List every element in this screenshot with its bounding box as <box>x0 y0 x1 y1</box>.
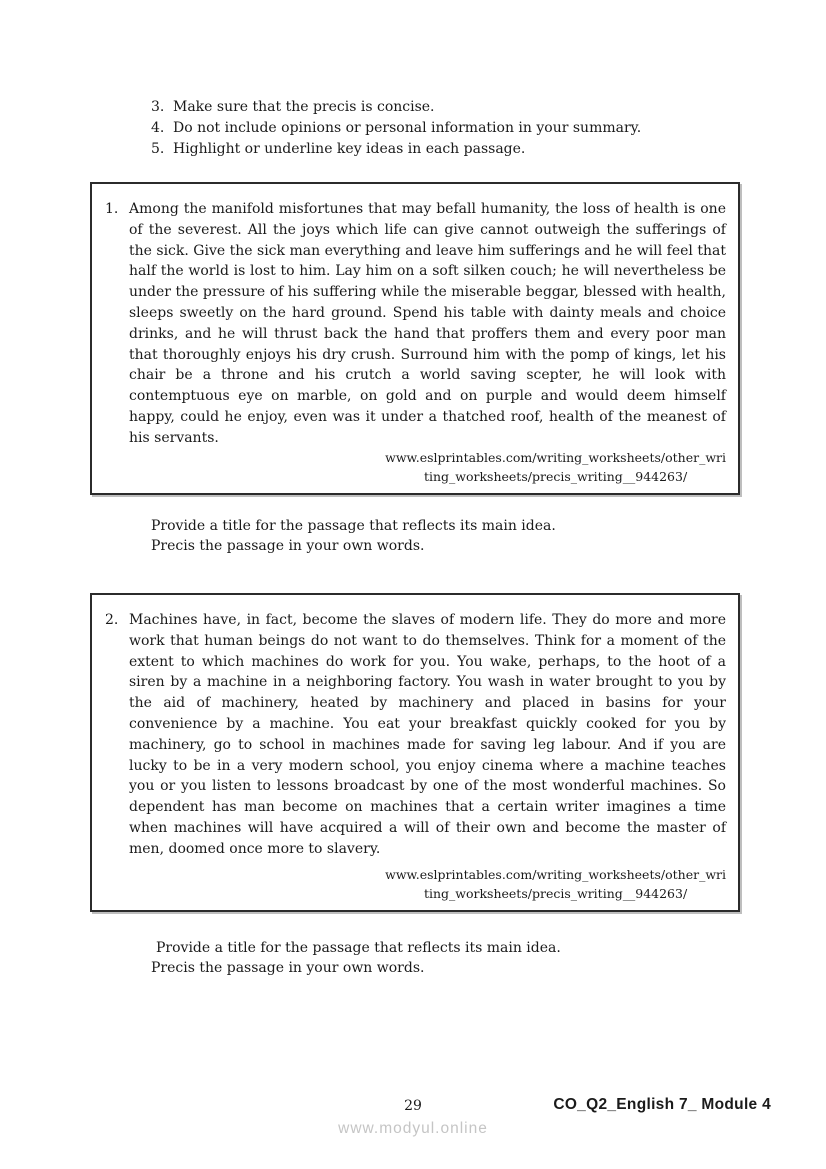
task-precis-passage: Precis the passage in your own words. <box>151 959 425 976</box>
source-url-line-1: www.eslprintables.com/writing_worksheets/other_wri <box>385 450 726 465</box>
source-url-line-2: ting_worksheets/precis_writing__944263/ <box>423 885 688 901</box>
passage-text: Machines have, in fact, become the slaves of modern life. They do more and more work that human beings do not want to do themselves. Think for a moment of the extent to which machines do work for you. You wake, perhaps, to the hoot of a siren by a machine in a neighboring factory. You wash in water brought to you by the aid of machinery, heated by machinery and placed in basins for your convenience by a machine. You eat your breakfast quickly cooked for you by machinery, go to school in machines made for saving leg labour. And if you are lucky to be in a very modern school, you enjoy cinema where a machine teaches you or you listen to lessons broadcast by one of the most wonderful machines. So dependent has man become on machines that a certain writer imagines a time when machines will have acquired a will of their own and become the master of men, doomed once more to slavery. <box>129 612 726 857</box>
guideline-number: 4. <box>151 120 165 136</box>
source-url-line-1: www.eslprintables.com/writing_worksheets/other_wri <box>385 867 726 882</box>
passage-2 <box>105 610 726 860</box>
passage-1-tasks <box>151 517 556 556</box>
passage-source-citation <box>385 449 726 486</box>
task-precis-passage: Precis the passage in your own words. <box>151 537 425 554</box>
passage-number: 1. <box>105 201 119 217</box>
module-label: CO_Q2_English 7_ Module 4 <box>553 1096 771 1113</box>
passage-2-tasks <box>151 939 561 978</box>
passage-box-2 <box>90 593 740 912</box>
guideline-item-5 <box>151 139 641 160</box>
task-provide-title: Provide a title for the passage that reflects its main idea. <box>151 518 556 534</box>
guideline-text: Make sure that the precis is concise. <box>173 99 435 115</box>
passage-text: Among the manifold misfortunes that may befall humanity, the loss of health is one of the severest. All the joys which life can give cannot outweigh the sufferings of the sick. Give the sick man everything and leave him sufferings and he will feel that half the world is lost to him. Lay him on a soft silken couch; he will nevertheless be under the pressure of his suffering while the miserable beggar, blessed with health, sleeps sweetly on the hard ground. Spend his table with dainty meals and choice drinks, and he will thrust back the hand that proffers them and every poor man that thoroughly enjoys his dry crush. Surround him with the pomp of kings, let his chair be a throne and his crutch a world saving scepter, he will look with contemptuous eye on marble, on gold and on purple and would deem himself happy, could he enjoy, even was it under a thatched roof, health of the meanest of his servants. <box>129 201 726 446</box>
source-url-line-2: ting_worksheets/precis_writing__944263/ <box>423 468 688 484</box>
guideline-item-4 <box>151 118 641 139</box>
guideline-number: 5. <box>151 141 165 157</box>
page-number: 29 <box>404 1098 422 1114</box>
passage-source-citation <box>385 866 726 903</box>
guideline-text: Do not include opinions or personal information in your summary. <box>173 120 642 136</box>
passage-number: 2. <box>105 612 119 628</box>
guideline-number: 3. <box>151 99 165 115</box>
task-provide-title: Provide a title for the passage that reflects its main idea. <box>156 940 561 956</box>
guideline-item-3 <box>151 97 641 118</box>
passage-box-1 <box>90 182 740 495</box>
precis-guidelines-list <box>151 97 641 160</box>
guideline-text: Highlight or underline key ideas in each passage. <box>173 141 526 157</box>
passage-1 <box>105 199 726 449</box>
watermark-url: www.modyul.online <box>338 1120 488 1137</box>
